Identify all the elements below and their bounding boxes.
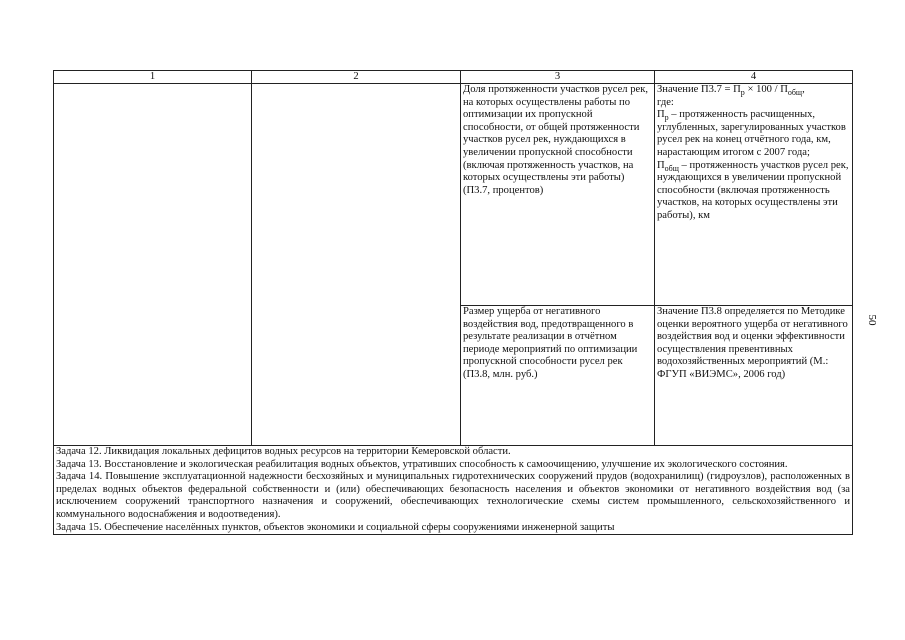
formula-pr-definition: $П_р$ – протяженность расчищенных, углубленных, зарегулированных участков русел рек на конец отчётного года, км, нарастающим итогом с 2007 года; [657,109,846,158]
cell-col1-merged [54,84,252,446]
formula-line: Значение $П3.7 = П_р \times 100 / П_{общ}$, [657,84,805,98]
formula-where: где: [657,96,674,108]
column-header-1: 1 [54,71,252,84]
header-row [54,71,853,84]
task-13: Задача 13. Восстановление и экологическая реабилитация водных объектов, утративших способность к самоочищению, улучшение их экологического состояния. [56,458,788,470]
indicator-p37-formula-cell [655,84,853,306]
column-header-2: 2 [252,71,461,84]
indicator-table [53,70,853,535]
task-12: Задача 12. Ликвидация локальных дефицитов водных ресурсов на территории Кемеровской области. [56,446,511,457]
column-header-4: 4 [655,71,853,84]
tasks-cell [54,446,853,535]
task-14: Задача 14. Повышение эксплуатационной надежности бесхозяйных и муниципальных гидротехнических сооружений прудов (водохранилищ) (гидроузлов), расположенных в пределах водных объектов федеральной собственности и (или) обеспечивающих безопасность населения и объектов экономики от негативного воздействия вод (за исключением сооружений транспортного назначения и сооружений, обеспечивающих технологические схемы систем промышленного, сельскохозяйственного и коммунального водоснабжения и водоотведения). [56,471,850,520]
table-row [54,84,853,306]
formula-pobsh-definition: $П_{общ}$ – протяженность участков русел рек, нуждающихся в увеличении пропускной способности (включая протяженность участков, на которых осуществлены эти работы), км [657,159,849,221]
tasks-row [54,446,853,535]
indicator-p37-description: Доля протяженности участков русел рек, на которых осуществлены работы по оптимизации их пропускной способности, от общей протяженности участков русел рек, нуждающихся в увеличении пропускной способности (включая протяженность участков, на которых осуществлены эти работы) (П3.7, процентов) [461,84,655,306]
task-15: Задача 15. Обеспечение населённых пунктов, объектов экономики и социальной сферы сооружениями инженерной защиты [56,521,615,533]
indicator-p38-description: Размер ущерба от негативного воздействия вод, предотвращенного в результате реализации в отчётном периоде мероприятий по оптимизации пропускной способности русел рек (П3.8, млн. руб.) [461,306,655,446]
indicator-p38-method: Значение П3.8 определяется по Методике оценки вероятного ущерба от негативного воздействия вод и оценки эффективности осуществления превентивных водохозяйственных мероприятий (М.: ФГУП «ВИЭМС», 2006 год) [655,306,853,446]
cell-col2-merged [252,84,461,446]
column-header-3: 3 [461,71,655,84]
page-number: 50 [866,314,878,326]
